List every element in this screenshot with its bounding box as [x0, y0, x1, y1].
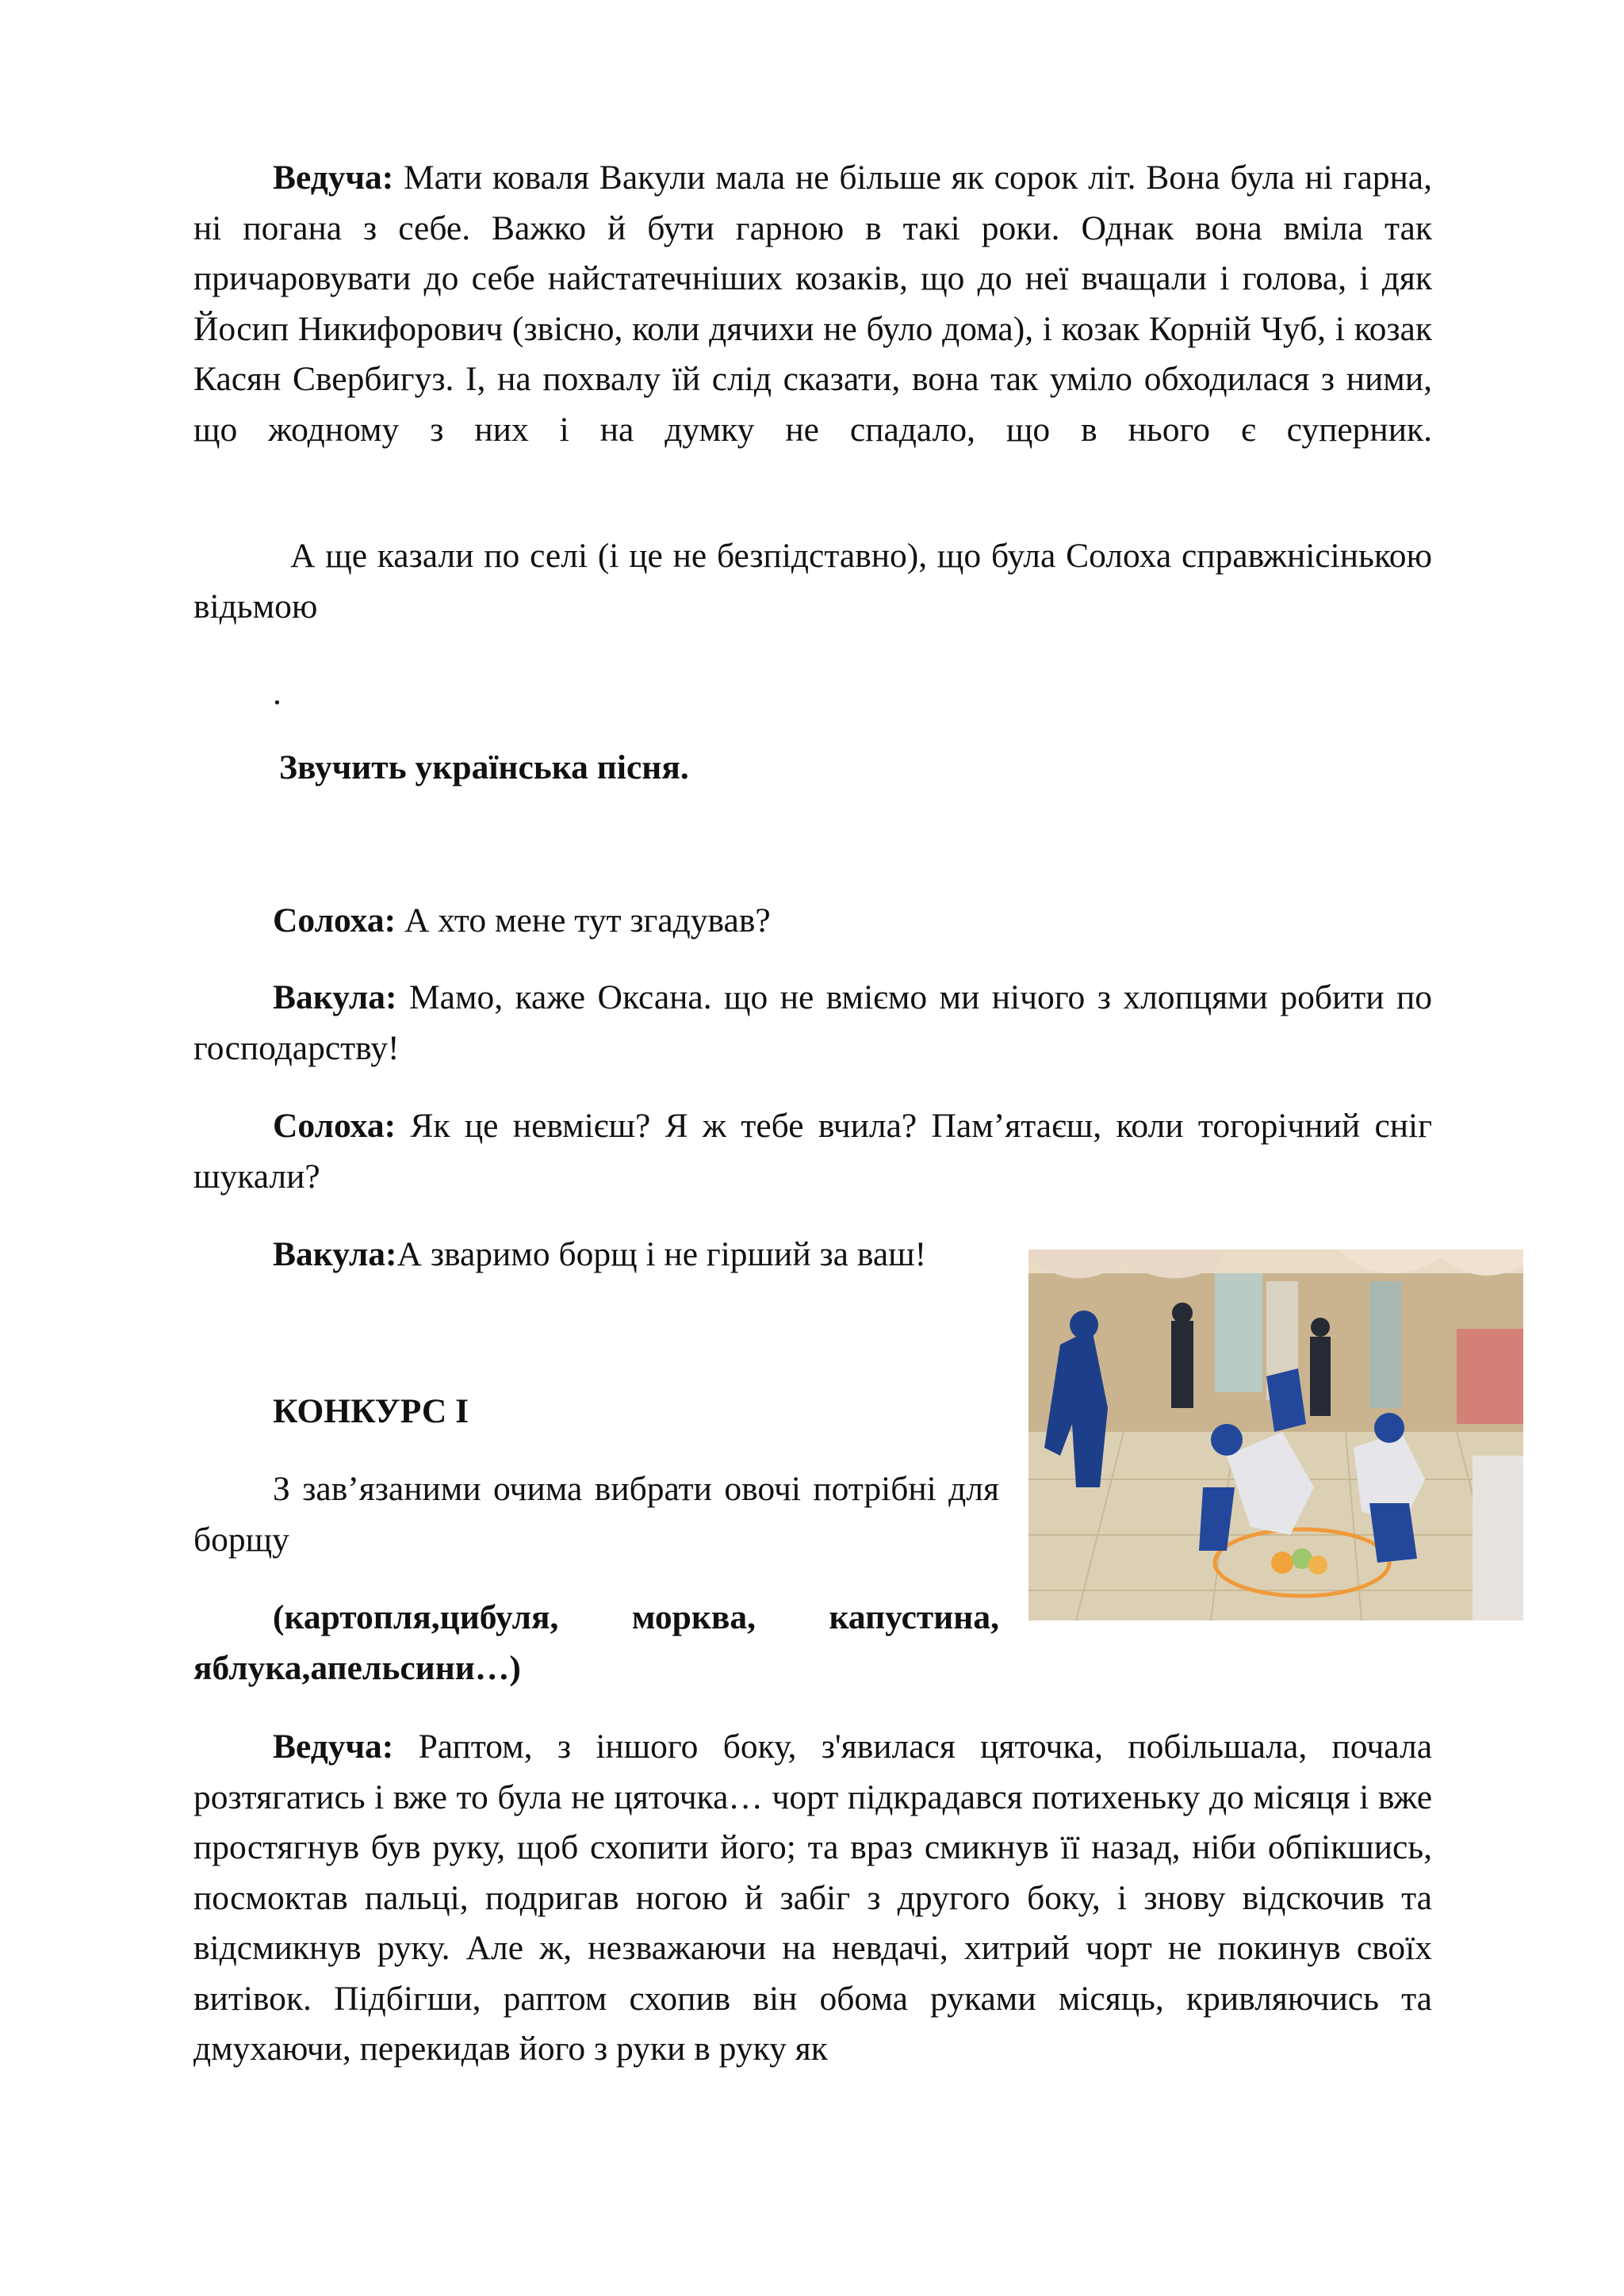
line-text: А хто мене тут згадував? [396, 901, 771, 939]
line-vakula-1 [193, 973, 1432, 1073]
contest-heading [193, 1387, 999, 1437]
line-text: А зваримо борщ і не гірший за ваш! [396, 1235, 927, 1273]
speaker-label: Ведуча: [273, 159, 394, 197]
paragraph-text: Раптом, з іншого боку, з'явилася цяточка, побільшала, почала розтягатись і вже то була не цяточка… чорт підкрадався потихеньку до місяця і вже простягнув був руку, щоб схопити його; та враз смикнув її назад, ніби обпікшись, посмоктав пальці, подригав ногою й забіг з другого боку, і знову відскочив та відсмикнув руку. Але ж, незважаючи на невдачі, хитрий чорт не покинув своїх витівок. Підбігши, раптом схопив він обома руками місяць, кривляючись та дмухаючи, перекидав його з руки в руку як [193, 1728, 1432, 2068]
paragraph-host-intro [193, 153, 1432, 455]
paragraph-text: Мати коваля Вакули мала не більше як сорок літ. Вона була ні гарна, ні погана з себе. Важко й бути гарною в такі роки. Однак вона вміла так причаровувати до себе найстатечніших козаків, що до неї вчащали і голова, і дяк Йосип Никифорович (звісно, коли дячихи не було дома), і козак Корній Чуб, і козак Касян Свербигуз. І, на похвалу їй слід сказати, вона так уміло обходилася з ними, що жодному з них і на думку не спадало, що в нього є суперник. [193, 159, 1432, 449]
line-text: Як це невмієш? Я ж тебе вчила? Пам’ятаєш, коли тогорічний сніг шукали? [193, 1107, 1432, 1196]
paragraph-host-devil [193, 1722, 1432, 2075]
dot-line: . [273, 674, 282, 712]
line-solokha-1 [193, 896, 1432, 947]
items-text: (картопля,цибуля, морква, капустина, яблука,апельсини…) [193, 1598, 999, 1687]
line-text: Мамо, каже Оксана. що не вміємо ми нічого з хлопцями робити по господарству! [193, 978, 1432, 1067]
speaker-label: Ведуча: [273, 1728, 394, 1766]
contest-title: КОНКУРС І [273, 1392, 469, 1430]
paragraph-witch [193, 531, 1432, 632]
task-text: З зав’язаними очима вибрати овочі потрібні для борщу [193, 1470, 999, 1559]
paragraph-text: А ще казали по селі (і це не безпідставно), що була Солоха справжнісінькою відьмою [193, 537, 1432, 626]
contest-photo [1028, 1249, 1523, 1621]
speaker-label: Вакула: [273, 978, 397, 1016]
photo-contest-players-blindfolded-icon [1028, 1249, 1523, 1621]
stage-direction-song [279, 743, 1518, 794]
speaker-label: Вакула: [273, 1235, 397, 1273]
line-solokha-2 [193, 1101, 1432, 1202]
stage-direction-text: Звучить українська пісня. [279, 748, 689, 786]
speaker-label: Солоха: [273, 901, 396, 939]
speaker-label: Солоха: [273, 1107, 396, 1145]
contest-items [193, 1593, 999, 1693]
contest-task [193, 1464, 999, 1565]
line-vakula-2 [193, 1230, 999, 1280]
